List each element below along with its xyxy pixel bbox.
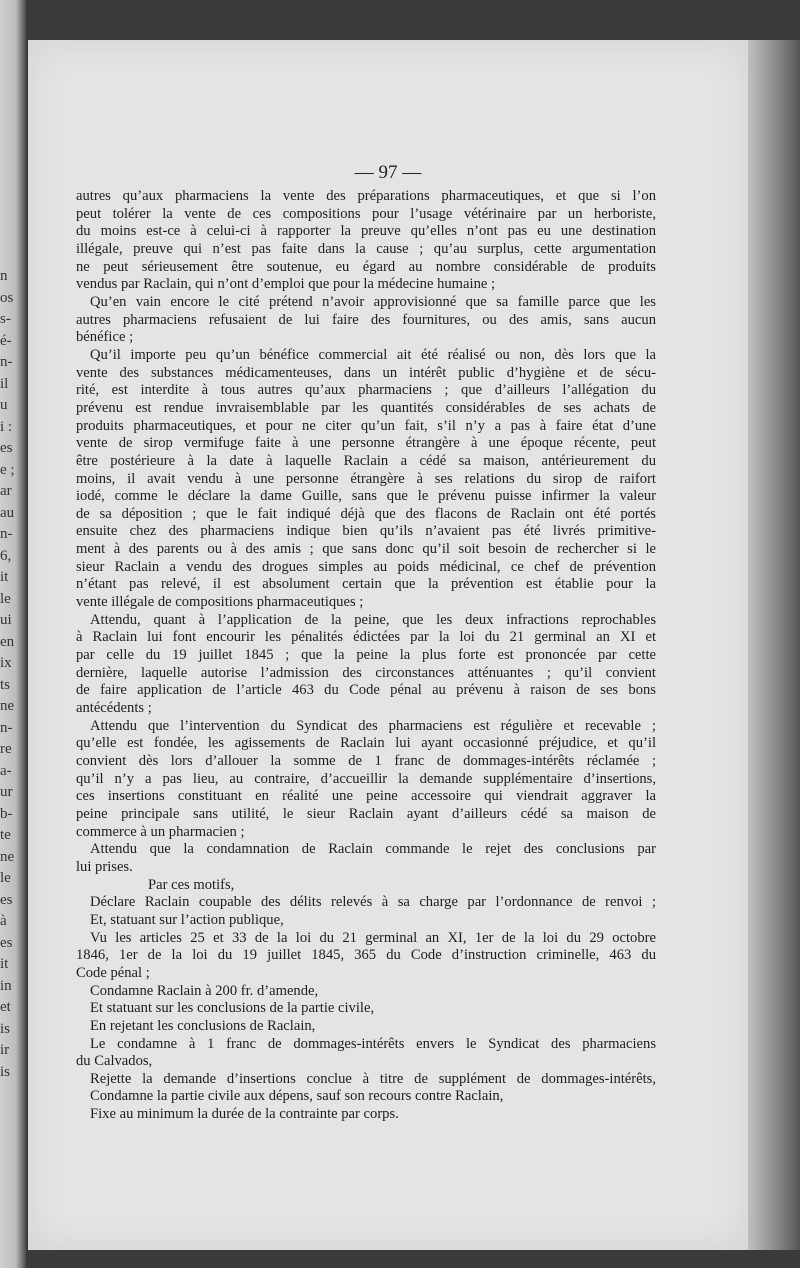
prev-page-fragment: e ;	[0, 461, 15, 478]
text-line: de faire application de l’article 463 du Code pénal au prévenu à raison de ses bons	[76, 682, 656, 699]
text-line: qu’elle est fondée, les agissements de Raclain lui ayant occasionné préjudice, et qu’il	[76, 735, 656, 752]
prev-page-fragment: s-	[0, 311, 11, 327]
text-line: Condamne la partie civile aux dépens, sauf son recours contre Raclain,	[90, 1088, 504, 1105]
prev-page-fragment: es	[0, 440, 13, 456]
text-line: Le condamne à 1 franc de dommages-intérêts envers le Syndicat des pharmaciens	[90, 1035, 656, 1052]
prev-page-fragment: in	[0, 977, 12, 994]
prev-page-fragment: et	[0, 999, 11, 1015]
text-line: ces insertions constituant en réalité une peine accessoire qui viendrait aggraver la	[76, 788, 656, 805]
prev-page-fragment: re	[0, 741, 12, 757]
page-number: — 97 —	[354, 162, 422, 183]
prev-page-fragment: ir	[0, 1042, 10, 1058]
text-line: Condamne Raclain à 200 fr. d’amende,	[90, 982, 319, 999]
text-line: illégale, preuve qui n’est pas faite dans la cause ; qu’au surplus, cette argumentation	[76, 240, 656, 257]
text-line: Déclare Raclain coupable des délits relevés à sa charge par l’ordonnance de renvoi ;	[90, 894, 656, 911]
text-line: du moins est-ce à celui-ci à rapporter la preuve qu’elles n’ont pas eu une destination	[76, 223, 656, 240]
text-line: Et statuant sur les conclusions de la partie civile,	[90, 1000, 375, 1017]
text-line: être postérieure à la date à laquelle Raclain a cédé sa maison, antérieurement du	[76, 452, 656, 469]
prev-page-fragment: ix	[0, 655, 12, 671]
document-page	[28, 40, 748, 1250]
text-line: Et, statuant sur l’action publique,	[90, 911, 284, 928]
text-line: par celle du 19 juillet 1845 ; que la peine la plus forte est prononcée par cette	[76, 647, 656, 664]
text-line: iodé, comme le déclare la dame Guille, sans que le prévenu puisse infirmer la valeur	[76, 488, 656, 505]
prev-page-fragment: é-	[0, 332, 12, 349]
text-line: commerce à un pharmacien ;	[76, 823, 245, 840]
prev-page-fragment: es	[0, 891, 13, 908]
prev-page-fragment: ts	[0, 676, 11, 693]
prev-page-fragment: 6,	[0, 547, 12, 564]
prev-page-fragment: n-	[0, 526, 13, 542]
text-line: ne peut sérieusement être soutenue, eu égard au nombre considérable de produits	[76, 258, 656, 275]
prev-page-fragment: n-	[0, 354, 13, 370]
text-line: peine principale sans utilité, le sieur Raclain ayant d’ailleurs cédé sa maison de	[76, 805, 656, 822]
text-line: prévenu est rendue invraisemblable par les quantités considérables de ses achats de	[76, 399, 656, 416]
text-line: produits pharmaceutiques, et pour ne citer qu’un fait, s’il n’y a pas à faire état d’une	[76, 417, 656, 434]
text-line: ment à des parents ou à des amis ; que sans donc qu’il soit besoin de rechercher si le	[76, 541, 656, 558]
text-line: lui prises.	[76, 858, 133, 875]
text-line: vente illégale de compositions pharmaceutiques ;	[76, 594, 364, 611]
text-line: ensuite chez des pharmaciens indique bien qu’ils n’avaient pas été livrés primitive-	[76, 523, 656, 540]
prev-page-fragment: ne	[0, 698, 15, 714]
text-line: dernière, laquelle autorise l’admission des circonstances atténuantes ; qu’il convient	[76, 664, 656, 681]
prev-page-fragment: is	[0, 1063, 11, 1080]
text-line: vente des substances médicamenteuses, dans un intérêt public d’hygiène et de sécu-	[76, 364, 656, 381]
text-line: 1846, 1er de la loi du 19 juillet 1845, 365 du Code d’instruction criminelle, 463 du	[76, 947, 656, 964]
prev-page-fragment: te	[0, 827, 11, 843]
prev-page-fragment: a-	[0, 762, 12, 779]
prev-page-fragment: n-	[0, 719, 13, 736]
text-line: rité, est interdite à tous autres qu’aux pharmaciens ; que d’ailleurs l’allégation du	[76, 382, 656, 399]
text-line: à Raclain lui font encourir les pénalités édictées par la loi du 21 germinal an XI et	[76, 629, 656, 646]
text-line: n’étant pas relevé, il est absolument certain que la prévention est établie pour la	[76, 576, 656, 593]
text-line: Attendu que la condamnation de Raclain commande le rejet des conclusions par	[90, 841, 656, 858]
previous-page-edge	[0, 0, 26, 1268]
prev-page-fragment: ar	[0, 483, 12, 499]
prev-page-fragment: ur	[0, 784, 13, 800]
text-line: autres qu’aux pharmaciens la vente des préparations pharmaceutiques, et que si l’on	[76, 188, 656, 204]
text-line: de sa déposition ; que le fait indiqué déjà que des flacons de Raclain ont été portés	[76, 505, 656, 522]
text-line: Rejette la demande d’insertions conclue à titre de supplément de dommages-intérêts,	[90, 1070, 656, 1087]
prev-page-fragment: en	[0, 633, 15, 650]
text-line: convient dès lors d’allouer la somme de 1 franc de dommages-intérêts réclamée ;	[76, 753, 656, 769]
prev-page-fragment: i :	[0, 418, 13, 435]
text-line: Par ces motifs,	[148, 876, 235, 893]
text-line: Attendu que l’intervention du Syndicat des pharmaciens est régulière et recevable ;	[90, 717, 656, 734]
prev-page-fragment: u	[0, 397, 8, 413]
text-line: moins, il avait vendu à une personne étrangère à ses relations du sirop de raifort	[76, 470, 656, 487]
text-line: sieur Raclain a vendu des drogues simples au poids médicinal, ce chef de prévention	[76, 558, 656, 575]
page-shadow-edge	[748, 40, 800, 1250]
prev-page-fragment: ui	[0, 612, 12, 628]
prev-page-fragment: au	[0, 504, 15, 521]
text-line: autres pharmaciens refusaient de lui faire des fournitures, ou des amis, sans aucun	[76, 311, 656, 328]
prev-page-fragment: à	[0, 913, 7, 929]
text-line: qu’il n’y a pas lieu, au contraire, d’accueillir la demande supplémentaire d’insertions,	[76, 770, 656, 787]
text-line: Code pénal ;	[76, 964, 150, 981]
text-line: vente de sirop vermifuge faite à une personne étrangère à une époque récente, peut	[76, 435, 656, 452]
prev-page-fragment: os	[0, 289, 14, 306]
text-line: Qu’en vain encore le cité prétend n’avoir approvisionné que sa famille parce que les	[90, 293, 656, 310]
text-line: Vu les articles 25 et 33 de la loi du 21 germinal an XI, 1er de la loi du 29 octobre	[90, 929, 656, 946]
prev-page-fragment: n	[0, 268, 8, 284]
prev-page-fragment: is	[0, 1020, 11, 1037]
page-body-text	[76, 188, 656, 1124]
prev-page-fragment: es	[0, 934, 13, 951]
text-line: En rejetant les conclusions de Raclain,	[90, 1017, 316, 1034]
prev-page-fragment: it	[0, 569, 9, 585]
text-line: du Calvados,	[76, 1053, 153, 1070]
text-line: vendus par Raclain, qui n’ont d’emploi que pour la médecine humaine ;	[76, 276, 496, 293]
text-line: bénéfice ;	[76, 329, 134, 346]
text-line: Fixe au minimum la durée de la contrainte par corps.	[90, 1106, 399, 1123]
prev-page-fragment: le	[0, 590, 11, 607]
text-line: antécédents ;	[76, 700, 152, 717]
prev-page-fragment: it	[0, 956, 9, 972]
prev-page-fragment: il	[0, 375, 9, 392]
text-line: Qu’il importe peu qu’un bénéfice commercial ait été réalisé ou non, dès lors que la	[90, 346, 656, 363]
prev-page-fragment: le	[0, 870, 11, 886]
prev-page-fragment: ne	[0, 848, 15, 865]
text-line: peut tolérer la vente de ces compositions pour l’usage vétérinaire par un herboriste,	[76, 205, 656, 222]
text-line: Attendu, quant à l’application de la peine, que les deux infractions reprochables	[90, 611, 656, 628]
prev-page-fragment: b-	[0, 805, 13, 822]
